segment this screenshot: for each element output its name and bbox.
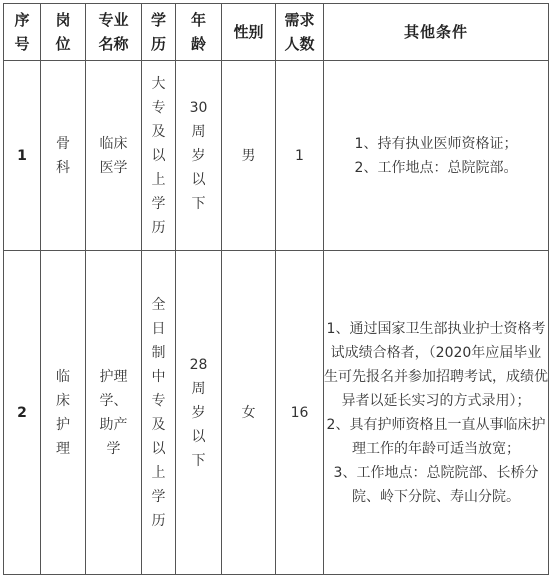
- cell-major-text: 临床 医学: [99, 135, 128, 176]
- cell-seq-text: 2: [17, 404, 27, 421]
- cell-conditions: [324, 61, 549, 251]
- header-gender: [222, 4, 276, 61]
- header-age-text: 年 龄: [190, 11, 206, 53]
- cell-edu-text: 全 日 制 中 专 及 以 上 学 历: [151, 296, 166, 529]
- cell-conditions: [324, 251, 549, 575]
- cell-count: [276, 61, 324, 251]
- cell-post: [41, 61, 86, 251]
- header-count-text: 需求 人数: [284, 11, 315, 53]
- header-post-text: 岗 位: [55, 11, 71, 53]
- condition-line: 2、工作地点：总院院部。: [354, 159, 518, 176]
- header-seq: [4, 4, 41, 61]
- recruitment-table: [3, 3, 549, 575]
- cell-gender: [222, 61, 276, 251]
- header-gender-text: 性别: [233, 23, 264, 41]
- header-count: [276, 4, 324, 61]
- cell-seq-text: 1: [17, 147, 27, 164]
- condition-line: 1、持有执业医师资格证；: [354, 135, 518, 152]
- cell-count-text: 1: [295, 147, 304, 164]
- header-post: [41, 4, 86, 61]
- cell-post: [41, 251, 86, 575]
- cell-age: [176, 251, 222, 575]
- cell-seq: [4, 251, 41, 575]
- cell-age-text: 30 周 岁 以 下: [189, 99, 208, 212]
- cell-edu-text: 大 专 及 以 上 学 历: [151, 75, 166, 236]
- header-edu-text: 学 历: [150, 11, 166, 53]
- cell-seq: [4, 61, 41, 251]
- cell-post-text: 骨 科: [56, 135, 70, 176]
- header-seq-text: 序 号: [14, 11, 30, 53]
- cell-major: [86, 61, 142, 251]
- cell-major: [86, 251, 142, 575]
- condition-line: 1、通过国家卫生部执业护士资格考试成绩合格者，（2020年应届毕业生可先报名并参加招聘考试，成绩优异者以延长实习的方式录用）；: [324, 320, 548, 409]
- cell-age-text: 28 周 岁 以 下: [189, 356, 208, 469]
- header-other: [324, 4, 549, 61]
- cell-edu: [142, 61, 176, 251]
- cell-major-text: 护理 学、 助产 学: [99, 368, 128, 457]
- header-age: [176, 4, 222, 61]
- cell-age: [176, 61, 222, 251]
- header-edu: [142, 4, 176, 61]
- condition-line: 2、具有护师资格且一直从事临床护理工作的年龄可适当放宽；: [326, 416, 546, 457]
- cell-gender-text: 男: [241, 147, 256, 164]
- table-row: [4, 61, 549, 251]
- table-row: [4, 251, 549, 575]
- cell-edu: [142, 251, 176, 575]
- header-other-text: 其他条件: [403, 23, 468, 41]
- condition-line: 3、工作地点：总院院部、长桥分院、岭下分院、寿山分院。: [333, 464, 539, 505]
- header-row: [4, 4, 549, 61]
- cell-gender: [222, 251, 276, 575]
- cell-post-text: 临 床 护 理: [56, 368, 70, 457]
- cell-count: [276, 251, 324, 575]
- cell-gender-text: 女: [241, 404, 256, 421]
- header-major-text: 专业 名称: [98, 11, 129, 53]
- cell-count-text: 16: [290, 404, 309, 421]
- header-major: [86, 4, 142, 61]
